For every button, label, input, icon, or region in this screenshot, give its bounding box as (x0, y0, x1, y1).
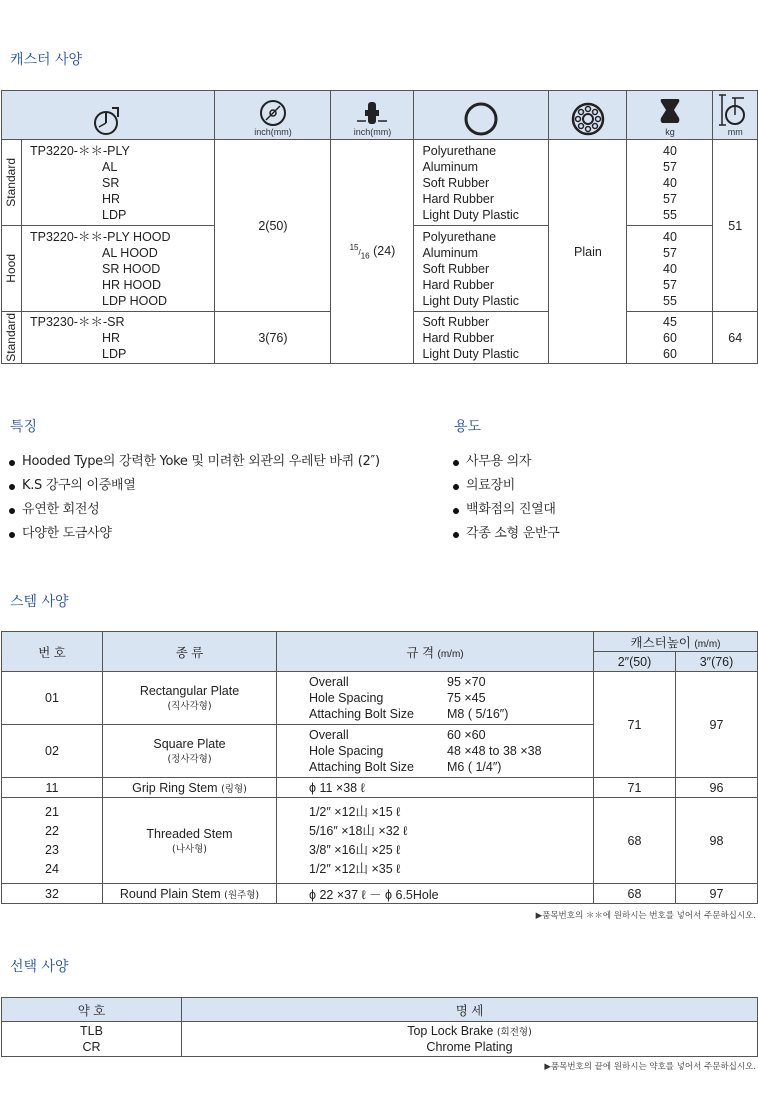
wheel-dia-3: 3(76) (215, 312, 331, 364)
table-row: 21 22 23 24 Threaded Stem (나사형) 1/2″ ×12山 ×15 ℓ 5/16″ ×18山 ×32 ℓ 3/8″ ×16山 ×25 ℓ 1/2″ ×12山 ×35 ℓ 68 98 (2, 798, 758, 884)
caster-icon-header (2, 91, 215, 140)
table-row: 11 Grip Ring Stem (링형) ϕ 11 ×38 ℓ 71 96 (2, 778, 758, 798)
stem-spec-square: Overall 60 ×60 Hole Spacing 48 ×48 to 38 ×38 Attaching Bolt Size M6 ( 1/4″) (309, 728, 542, 774)
weight-icon (658, 97, 682, 127)
stem-spec-threaded: 1/2″ ×12山 ×15 ℓ 5/16″ ×18山 ×32 ℓ 3/8″ ×16山 ×25 ℓ 1/2″ ×12山 ×35 ℓ (309, 804, 408, 876)
tread-icon-header (414, 91, 549, 140)
use-item: 백화점의 진열대 (452, 498, 559, 522)
stem-spec-header: 규 격 (m/m) (277, 632, 594, 672)
feature-item: 유연한 회전성 (8, 498, 380, 522)
materials-standard-2: Polyurethane Aluminum Soft Rubber Hard Rubber Light Duty Plastic (422, 143, 520, 222)
wheel-width: $^{15}/_{16}$ (24) (331, 140, 414, 364)
table-row: 02 Square Plate (정사각형) Overall 60 ×60 Hole Spacing 48 ×48 to 38 ×38 Attaching Bolt Size M6 ( 1/4″) (2, 725, 758, 778)
table-row: TLB CR Top Lock Brake (회전형) Chrome Plating (2, 1022, 758, 1057)
stem-spec-table (1, 631, 758, 904)
stem-type-header: 종 류 (103, 632, 277, 672)
feature-item: K.S 강구의 이중배열 (8, 474, 380, 498)
wheel-width-header: inch(mm) (331, 91, 414, 140)
option-table (1, 997, 758, 1057)
model-list-standard-3: TP3230-＊＊-SR HR LDP (30, 314, 127, 361)
load-header: kg (627, 91, 713, 140)
use-item: 각종 소형 운반구 (452, 522, 559, 546)
height-2in-header: 2″(50) (594, 652, 676, 672)
features-list (8, 450, 380, 546)
height-header: mm (713, 91, 758, 140)
loads-hood: 40 57 40 57 55 (663, 229, 677, 308)
stem-order-note: ▶품목번호의 ＊＊에 원하시는 번호를 넣어서 주문하십시오. (535, 911, 756, 921)
plate-height-2: 71 (594, 672, 676, 778)
bearing-type: Plain (549, 140, 627, 364)
option-code-header: 약 호 (2, 998, 182, 1022)
option-section-title: 선택 사양 (10, 959, 69, 975)
uses-title: 용도 (454, 419, 482, 435)
caster-height-header: 캐스터높이 (m/m) (594, 632, 758, 652)
table-row: 32 Round Plain Stem (원주형) ϕ 22 ×37 ℓ － ϕ 6.5Hole 68 97 (2, 884, 758, 904)
materials-hood: Polyurethane Aluminum Soft Rubber Hard Rubber Light Duty Plastic (422, 229, 520, 308)
caster-spec-table (1, 90, 758, 364)
caster-icon (92, 105, 124, 137)
wheel-diameter-icon (259, 99, 287, 127)
bearing-icon-header (549, 91, 627, 140)
uses-list (452, 450, 559, 546)
stem-no-header: 번 호 (2, 632, 103, 672)
caster-height-icon (718, 93, 752, 127)
group-label-hood: Hood (4, 254, 18, 283)
table-row: 01 Rectangular Plate (직사각형) Overall 95 ×70 Hole Spacing 75 ×45 Attaching Bolt Size M8 ( 5/16″) 71 97 (2, 672, 758, 725)
caster-section-title: 캐스터 사양 (10, 52, 83, 68)
features-title: 특징 (10, 419, 38, 435)
wheel-dia-2: 2(50) (215, 140, 331, 312)
height-3: 64 (713, 312, 758, 364)
loads-standard-2: 40 57 40 57 55 (663, 143, 677, 222)
feature-item: Hooded Type의 강력한 Yoke 및 미려한 외관의 우레탄 바퀴 (2″) (8, 450, 380, 474)
group-label-standard: Standard (4, 158, 18, 207)
wheel-width-icon (355, 99, 389, 127)
feature-item: 다양한 도금사양 (8, 522, 380, 546)
tread-ring-icon (463, 101, 499, 137)
model-list-hood: TP3220-＊＊-PLY HOOD AL HOOD SR HOOD HR HOOD LDP HOOD (30, 229, 171, 308)
stem-spec-rect: Overall 95 ×70 Hole Spacing 75 ×45 Attaching Bolt Size M8 ( 5/16″) (309, 675, 509, 721)
plate-height-3: 97 (676, 672, 758, 778)
use-item: 의료장비 (452, 474, 559, 498)
materials-standard-3: Soft Rubber Hard Rubber Light Duty Plastic (422, 314, 520, 361)
option-desc-header: 명 세 (182, 998, 758, 1022)
height-2: 51 (713, 140, 758, 312)
loads-standard-3: 45 60 60 (663, 314, 677, 361)
group-label-standard-3: Standard (4, 313, 18, 362)
height-3in-header: 3″(76) (676, 652, 758, 672)
option-order-note: ▶품목번호의 끝에 원하시는 약호를 넣어서 주문하십시오. (544, 1062, 756, 1072)
bearing-icon (570, 101, 606, 137)
stem-section-title: 스템 사양 (10, 594, 69, 610)
wheel-dia-header: inch(mm) (215, 91, 331, 140)
model-list-standard-2: TP3220-＊＊-PLY AL SR HR LDP (30, 143, 130, 222)
use-item: 사무용 의자 (452, 450, 559, 474)
